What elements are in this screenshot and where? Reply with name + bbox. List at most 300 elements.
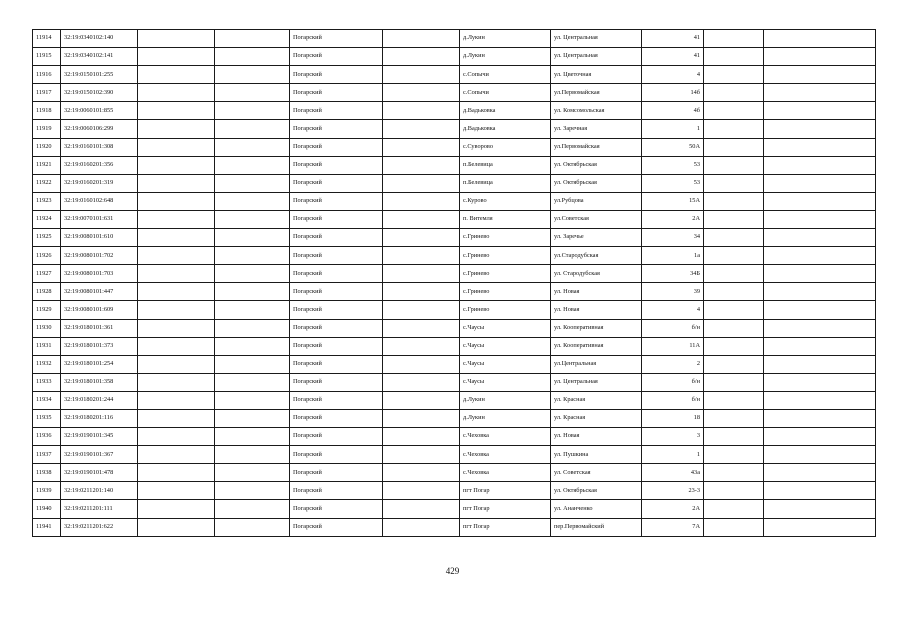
empty-cell (215, 265, 290, 283)
empty-cell (138, 428, 215, 446)
page-number: 429 (445, 566, 460, 576)
empty-cell (215, 301, 290, 319)
street: ул. Заречье (551, 229, 642, 247)
district: Погарский (290, 337, 383, 355)
street: ул. Красная (551, 391, 642, 409)
empty-cell (383, 120, 460, 138)
district: Погарский (290, 319, 383, 337)
district: Погарский (290, 48, 383, 66)
cadastral-number: 32:19:0211201:140 (61, 482, 138, 500)
empty-cell (704, 391, 764, 409)
empty-cell (138, 210, 215, 228)
cadastral-number: 32:19:0340102:140 (61, 30, 138, 48)
empty-cell (215, 482, 290, 500)
cadastral-number: 32:19:0160201:356 (61, 156, 138, 174)
empty-cell (383, 210, 460, 228)
empty-cell (764, 192, 876, 210)
empty-cell (764, 229, 876, 247)
empty-cell (383, 337, 460, 355)
locality: д.Лукин (460, 391, 551, 409)
empty-cell (215, 518, 290, 536)
row-number: 11923 (33, 192, 61, 210)
empty-cell (764, 102, 876, 120)
row-number: 11933 (33, 373, 61, 391)
empty-cell (383, 192, 460, 210)
table-row (33, 518, 876, 536)
table-row (33, 283, 876, 301)
cadastral-number: 32:19:0080101:702 (61, 247, 138, 265)
row-number: 11936 (33, 428, 61, 446)
house-number: 14б (642, 84, 704, 102)
table-row (33, 66, 876, 84)
empty-cell (764, 319, 876, 337)
district: Погарский (290, 283, 383, 301)
empty-cell (704, 446, 764, 464)
empty-cell (383, 428, 460, 446)
empty-cell (383, 48, 460, 66)
empty-cell (138, 301, 215, 319)
empty-cell (704, 48, 764, 66)
empty-cell (383, 482, 460, 500)
empty-cell (215, 120, 290, 138)
house-number: 4 (642, 301, 704, 319)
empty-cell (704, 102, 764, 120)
house-number: 4 (642, 66, 704, 84)
empty-cell (138, 464, 215, 482)
cadastral-number: 32:19:0190101:478 (61, 464, 138, 482)
empty-cell (383, 247, 460, 265)
house-number: 18 (642, 409, 704, 427)
cadastral-number: 32:19:0180101:373 (61, 337, 138, 355)
row-number: 11941 (33, 518, 61, 536)
table-row (33, 391, 876, 409)
house-number: 41 (642, 48, 704, 66)
empty-cell (383, 355, 460, 373)
empty-cell (764, 500, 876, 518)
empty-cell (704, 464, 764, 482)
district: Погарский (290, 247, 383, 265)
empty-cell (764, 120, 876, 138)
table-row (33, 464, 876, 482)
street: ул. Новая (551, 283, 642, 301)
empty-cell (138, 409, 215, 427)
locality: с.Сопычи (460, 84, 551, 102)
row-number: 11932 (33, 355, 61, 373)
empty-cell (383, 464, 460, 482)
empty-cell (383, 391, 460, 409)
empty-cell (764, 464, 876, 482)
row-number: 11939 (33, 482, 61, 500)
table-row (33, 210, 876, 228)
district: Погарский (290, 265, 383, 283)
empty-cell (704, 319, 764, 337)
empty-cell (383, 102, 460, 120)
empty-cell (764, 337, 876, 355)
empty-cell (383, 156, 460, 174)
locality: с.Суворово (460, 138, 551, 156)
locality: д.Лукин (460, 409, 551, 427)
table-row (33, 84, 876, 102)
empty-cell (215, 48, 290, 66)
empty-cell (704, 482, 764, 500)
house-number: 1а (642, 247, 704, 265)
empty-cell (704, 30, 764, 48)
table-row (33, 446, 876, 464)
street: ул.Центральная (551, 355, 642, 373)
empty-cell (215, 247, 290, 265)
empty-cell (704, 373, 764, 391)
house-number: б/н (642, 319, 704, 337)
table-row (33, 102, 876, 120)
district: Погарский (290, 138, 383, 156)
empty-cell (383, 30, 460, 48)
empty-cell (138, 373, 215, 391)
table-row (33, 319, 876, 337)
empty-cell (138, 156, 215, 174)
empty-cell (138, 500, 215, 518)
district: Погарский (290, 66, 383, 84)
street: ул. Пушкина (551, 446, 642, 464)
district: Погарский (290, 192, 383, 210)
house-number: 23-3 (642, 482, 704, 500)
street: ул.Первомайская (551, 84, 642, 102)
street: ул. Новая (551, 428, 642, 446)
street: ул. Ананченко (551, 500, 642, 518)
district: Погарский (290, 102, 383, 120)
district: Погарский (290, 210, 383, 228)
cadastral-number: 32:19:0060106:299 (61, 120, 138, 138)
empty-cell (764, 409, 876, 427)
locality: с.Сопычи (460, 66, 551, 84)
empty-cell (704, 229, 764, 247)
house-number: б/н (642, 373, 704, 391)
empty-cell (704, 428, 764, 446)
district: Погарский (290, 174, 383, 192)
empty-cell (138, 102, 215, 120)
empty-cell (764, 518, 876, 536)
empty-cell (764, 84, 876, 102)
cadastral-number: 32:19:0180101:361 (61, 319, 138, 337)
house-number: 2 (642, 355, 704, 373)
empty-cell (383, 138, 460, 156)
empty-cell (704, 355, 764, 373)
empty-cell (215, 156, 290, 174)
locality: с.Чаусы (460, 319, 551, 337)
street: ул. Центральная (551, 30, 642, 48)
empty-cell (215, 500, 290, 518)
cadastral-number: 32:19:0080101:447 (61, 283, 138, 301)
table-row (33, 174, 876, 192)
empty-cell (215, 283, 290, 301)
locality: п.Белевица (460, 156, 551, 174)
street: пер.Первомайский (551, 518, 642, 536)
house-number: 34 (642, 229, 704, 247)
street: ул.Советская (551, 210, 642, 228)
empty-cell (215, 210, 290, 228)
cadastral-number: 32:19:0150102:390 (61, 84, 138, 102)
cadastral-number: 32:19:0080101:610 (61, 229, 138, 247)
cadastral-number: 32:19:0180201:244 (61, 391, 138, 409)
locality: с.Курово (460, 192, 551, 210)
empty-cell (704, 84, 764, 102)
district: Погарский (290, 518, 383, 536)
empty-cell (215, 229, 290, 247)
locality: п.Белевица (460, 174, 551, 192)
empty-cell (138, 84, 215, 102)
district: Погарский (290, 464, 383, 482)
empty-cell (704, 210, 764, 228)
empty-cell (215, 102, 290, 120)
empty-cell (215, 446, 290, 464)
empty-cell (138, 446, 215, 464)
empty-cell (215, 428, 290, 446)
empty-cell (138, 120, 215, 138)
locality: пгт Погар (460, 518, 551, 536)
empty-cell (704, 409, 764, 427)
cadastral-number: 32:19:0080101:609 (61, 301, 138, 319)
cadastral-number: 32:19:0180201:116 (61, 409, 138, 427)
street: ул.Рубцова (551, 192, 642, 210)
table-row (33, 500, 876, 518)
house-number: 7А (642, 518, 704, 536)
row-number: 11928 (33, 283, 61, 301)
locality: с.Чеховка (460, 428, 551, 446)
empty-cell (704, 138, 764, 156)
empty-cell (764, 138, 876, 156)
cadastral-number: 32:19:0190101:345 (61, 428, 138, 446)
table-row (33, 482, 876, 500)
cadastral-number: 32:19:0211201:111 (61, 500, 138, 518)
house-number: 53 (642, 174, 704, 192)
empty-cell (764, 48, 876, 66)
empty-cell (704, 120, 764, 138)
empty-cell (383, 174, 460, 192)
empty-cell (704, 66, 764, 84)
empty-cell (138, 174, 215, 192)
row-number: 11931 (33, 337, 61, 355)
house-number: 4б (642, 102, 704, 120)
house-number: 3 (642, 428, 704, 446)
row-number: 11935 (33, 409, 61, 427)
row-number: 11934 (33, 391, 61, 409)
empty-cell (138, 66, 215, 84)
table-row (33, 247, 876, 265)
row-number: 11916 (33, 66, 61, 84)
empty-cell (215, 373, 290, 391)
empty-cell (138, 229, 215, 247)
table-row (33, 229, 876, 247)
locality: д.Лукин (460, 48, 551, 66)
house-number: 2А (642, 210, 704, 228)
street: ул. Кооперативная (551, 319, 642, 337)
district: Погарский (290, 84, 383, 102)
table-row (33, 301, 876, 319)
cadastral-number: 32:19:0070101:631 (61, 210, 138, 228)
empty-cell (383, 446, 460, 464)
table-row (33, 355, 876, 373)
row-number: 11925 (33, 229, 61, 247)
empty-cell (138, 518, 215, 536)
empty-cell (383, 373, 460, 391)
district: Погарский (290, 355, 383, 373)
row-number: 11917 (33, 84, 61, 102)
row-number: 11921 (33, 156, 61, 174)
street: ул. Октябрьская (551, 156, 642, 174)
house-number: 34Б (642, 265, 704, 283)
empty-cell (383, 500, 460, 518)
house-number: 2А (642, 500, 704, 518)
empty-cell (764, 391, 876, 409)
cadastral-number: 32:19:0160201:319 (61, 174, 138, 192)
street: ул.Стародубская (551, 247, 642, 265)
cadastral-number: 32:19:0180101:358 (61, 373, 138, 391)
district: Погарский (290, 482, 383, 500)
empty-cell (138, 247, 215, 265)
empty-cell (215, 66, 290, 84)
empty-cell (215, 391, 290, 409)
district: Погарский (290, 30, 383, 48)
locality: пгт Погар (460, 482, 551, 500)
empty-cell (704, 500, 764, 518)
row-number: 11922 (33, 174, 61, 192)
row-number: 11930 (33, 319, 61, 337)
empty-cell (764, 482, 876, 500)
empty-cell (215, 192, 290, 210)
locality: с.Гринево (460, 301, 551, 319)
street: ул. Стародубская (551, 265, 642, 283)
empty-cell (704, 174, 764, 192)
empty-cell (383, 265, 460, 283)
table-row (33, 30, 876, 48)
cadastral-number: 32:19:0190101:367 (61, 446, 138, 464)
empty-cell (704, 156, 764, 174)
cadastral-number: 32:19:0180101:254 (61, 355, 138, 373)
house-number: 1 (642, 446, 704, 464)
cadastral-number: 32:19:0160101:308 (61, 138, 138, 156)
cadastral-number: 32:19:0060101:855 (61, 102, 138, 120)
district: Погарский (290, 500, 383, 518)
empty-cell (138, 319, 215, 337)
empty-cell (704, 301, 764, 319)
empty-cell (383, 301, 460, 319)
empty-cell (704, 247, 764, 265)
house-number: 43а (642, 464, 704, 482)
table-row (33, 192, 876, 210)
locality: пгт Погар (460, 500, 551, 518)
empty-cell (215, 30, 290, 48)
empty-cell (764, 428, 876, 446)
house-number: б/н (642, 391, 704, 409)
table-row (33, 409, 876, 427)
locality: п. Витемля (460, 210, 551, 228)
empty-cell (138, 283, 215, 301)
table-row (33, 265, 876, 283)
house-number: 53 (642, 156, 704, 174)
empty-cell (383, 84, 460, 102)
district: Погарский (290, 409, 383, 427)
empty-cell (764, 174, 876, 192)
empty-cell (138, 192, 215, 210)
district: Погарский (290, 428, 383, 446)
row-number: 11940 (33, 500, 61, 518)
locality: с.Чаусы (460, 355, 551, 373)
street: ул. Цветочная (551, 66, 642, 84)
street: ул. Кооперативная (551, 337, 642, 355)
row-number: 11929 (33, 301, 61, 319)
locality: с.Чеховка (460, 464, 551, 482)
empty-cell (764, 265, 876, 283)
empty-cell (704, 337, 764, 355)
locality: с.Гринево (460, 283, 551, 301)
empty-cell (764, 373, 876, 391)
house-number: 50А (642, 138, 704, 156)
district: Погарский (290, 391, 383, 409)
empty-cell (383, 229, 460, 247)
empty-cell (704, 283, 764, 301)
locality: с.Гринево (460, 229, 551, 247)
property-registry-table (32, 29, 876, 537)
empty-cell (764, 210, 876, 228)
table-row (33, 373, 876, 391)
empty-cell (138, 355, 215, 373)
locality: с.Гринево (460, 265, 551, 283)
district: Погарский (290, 156, 383, 174)
house-number: 1 (642, 120, 704, 138)
table-row (33, 138, 876, 156)
table-row (33, 428, 876, 446)
street: ул. Комсомольская (551, 102, 642, 120)
row-number: 11938 (33, 464, 61, 482)
empty-cell (383, 319, 460, 337)
empty-cell (704, 518, 764, 536)
street: ул.Первомайская (551, 138, 642, 156)
empty-cell (215, 337, 290, 355)
street: ул. Центральная (551, 373, 642, 391)
district: Погарский (290, 229, 383, 247)
locality: д.Лукин (460, 30, 551, 48)
empty-cell (215, 84, 290, 102)
cadastral-number: 32:19:0160102:648 (61, 192, 138, 210)
cadastral-number: 32:19:0150101:255 (61, 66, 138, 84)
street: ул. Центральная (551, 48, 642, 66)
district: Погарский (290, 373, 383, 391)
empty-cell (764, 301, 876, 319)
row-number: 11914 (33, 30, 61, 48)
street: ул. Октябрьская (551, 174, 642, 192)
empty-cell (764, 283, 876, 301)
empty-cell (704, 265, 764, 283)
district: Погарский (290, 301, 383, 319)
table-row (33, 156, 876, 174)
row-number: 11918 (33, 102, 61, 120)
street: ул. Октябрьская (551, 482, 642, 500)
cadastral-number: 32:19:0340102:141 (61, 48, 138, 66)
registry-body (33, 30, 876, 537)
table-row (33, 337, 876, 355)
row-number: 11927 (33, 265, 61, 283)
empty-cell (138, 337, 215, 355)
empty-cell (215, 409, 290, 427)
row-number: 11919 (33, 120, 61, 138)
house-number: 41 (642, 30, 704, 48)
empty-cell (383, 518, 460, 536)
empty-cell (215, 174, 290, 192)
empty-cell (764, 156, 876, 174)
locality: с.Чаусы (460, 373, 551, 391)
locality: с.Чаусы (460, 337, 551, 355)
street: ул. Советская (551, 464, 642, 482)
street: ул. Заречная (551, 120, 642, 138)
